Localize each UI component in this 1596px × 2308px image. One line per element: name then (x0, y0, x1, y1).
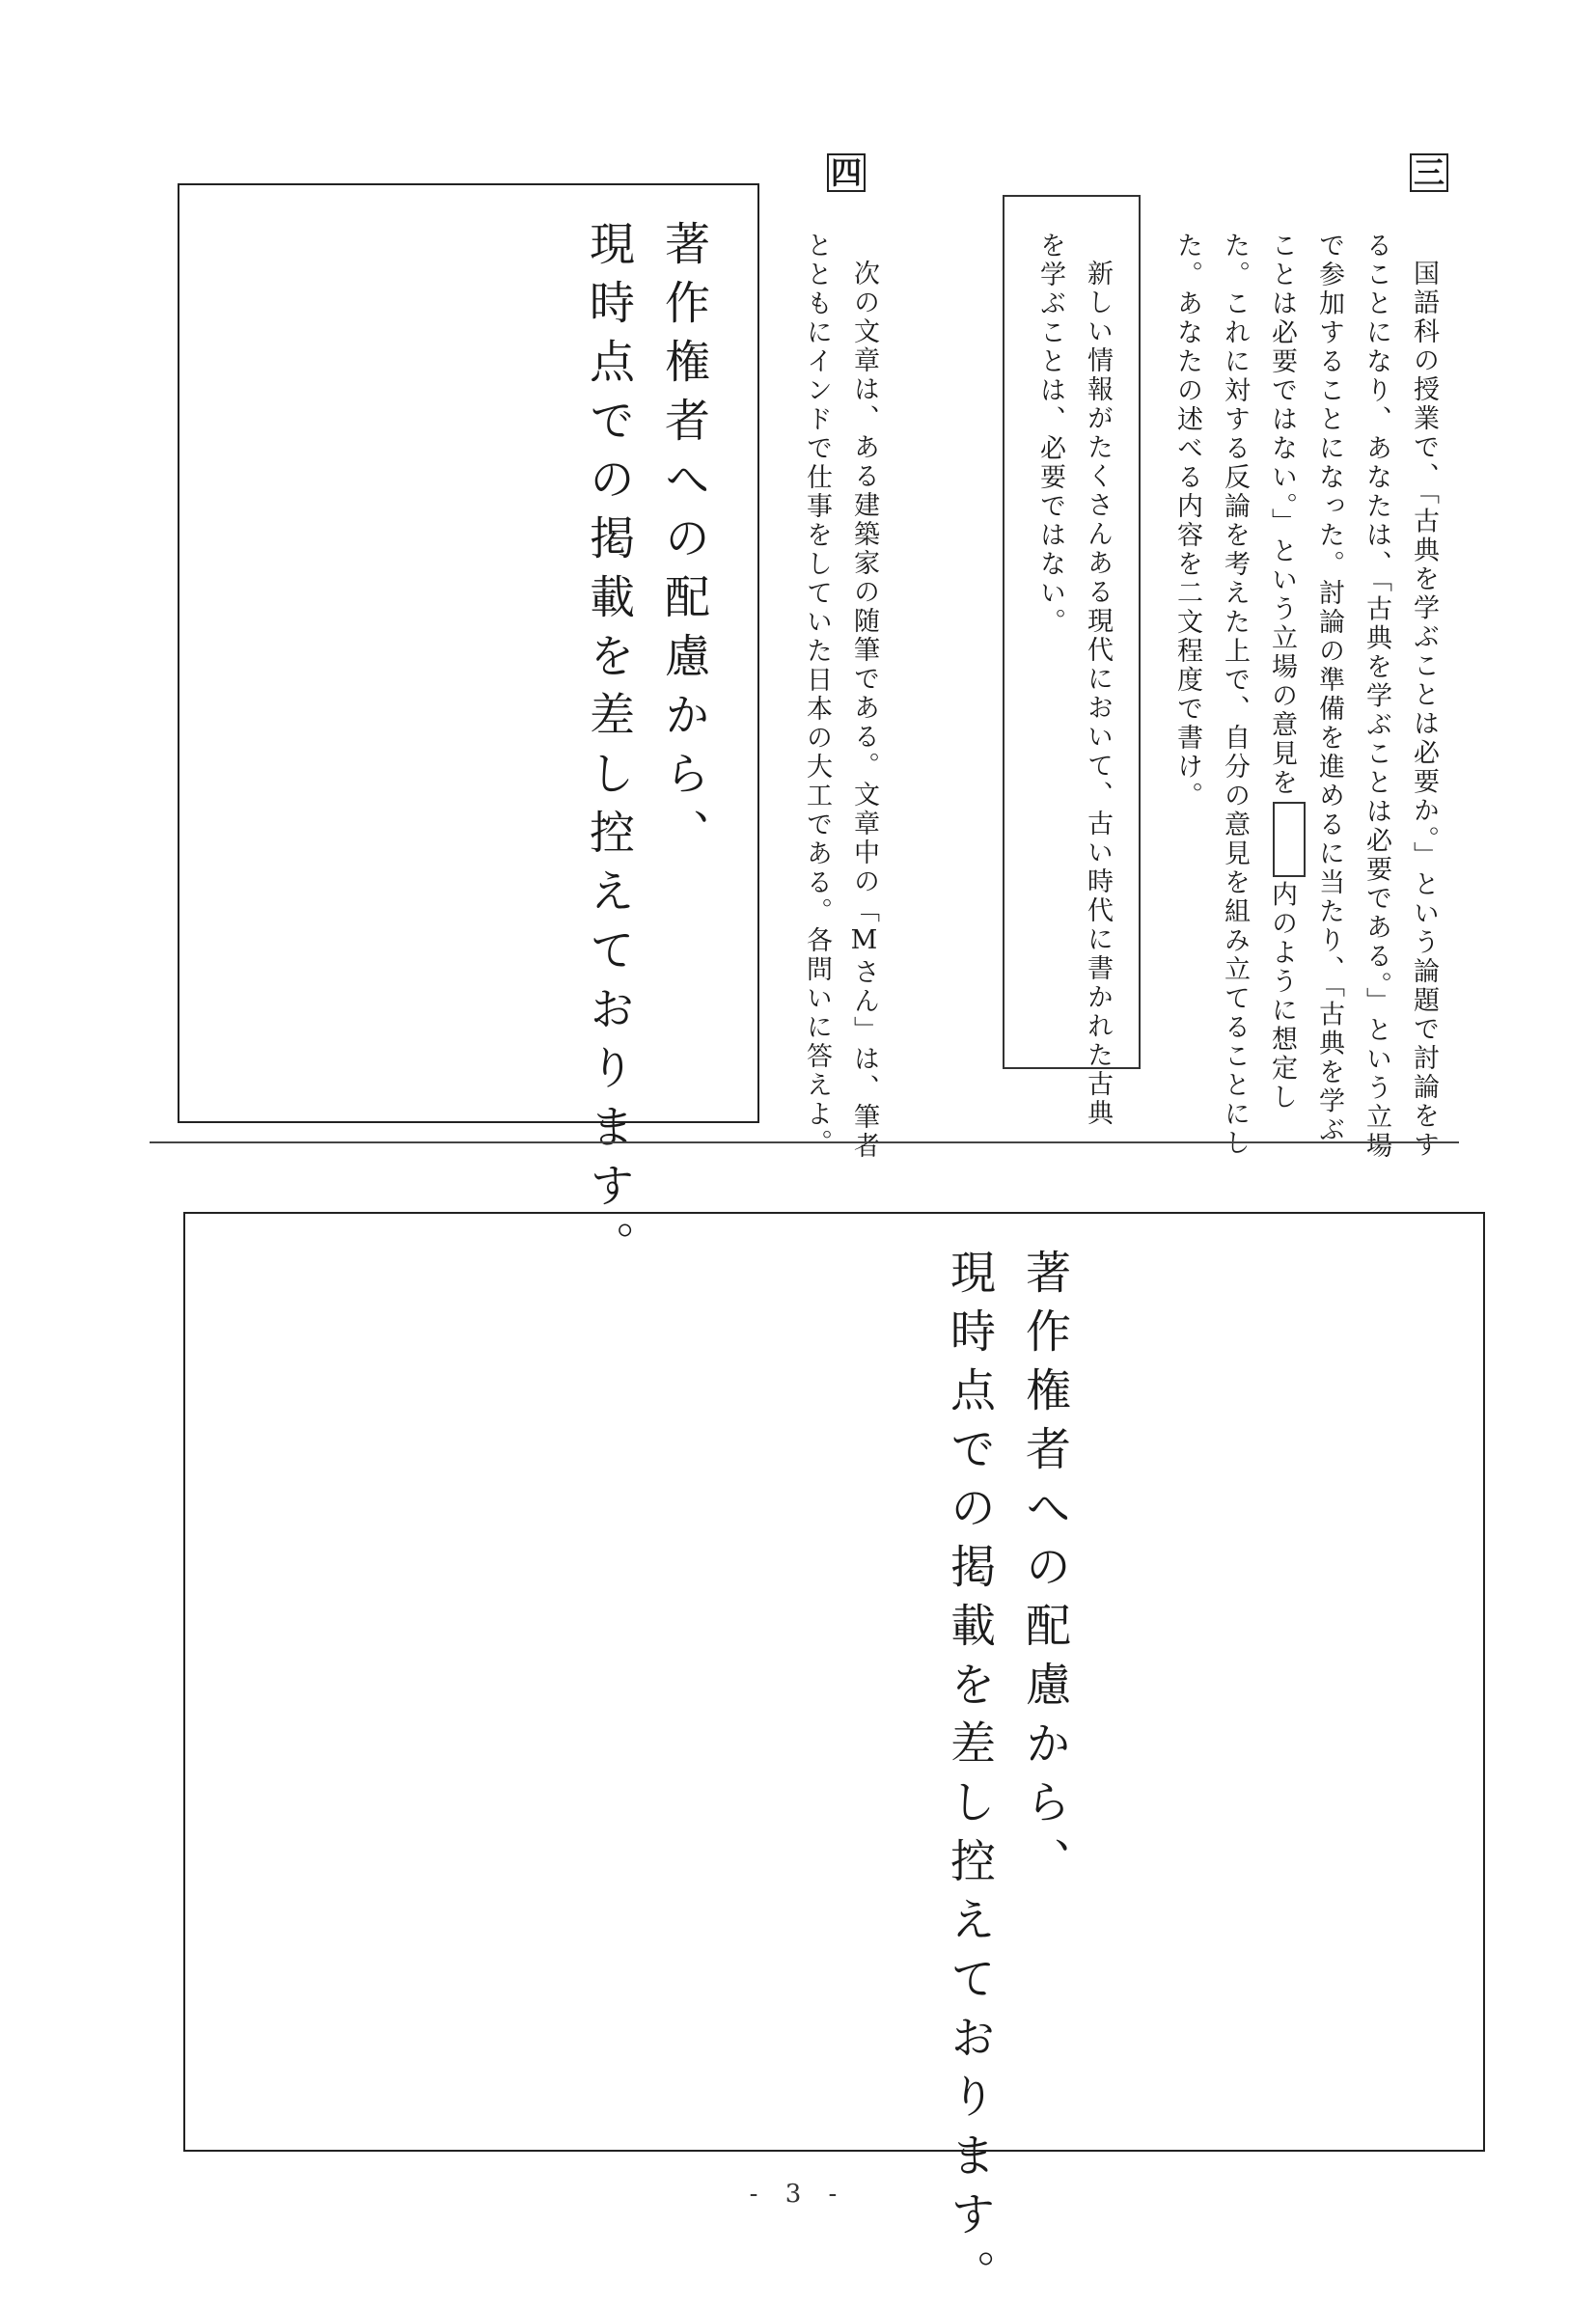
q4-line-2: とともにインドで仕事をしていた日本の大工である。各問いに答えよ。 (802, 232, 832, 1158)
q3-line-2: ることになり、あなたは、「古典を学ぶことは必要である。」という立場 (1362, 232, 1391, 1161)
page-number: - 3 - (749, 2180, 847, 2209)
copyright-notice-box-bottom (183, 1212, 1485, 2308)
section-divider (150, 1141, 1459, 1143)
copyright-notice-box-top (178, 183, 759, 1279)
claim-line-1: 新しい情報がたくさんある現代において、古い時代に書かれた古典 (1083, 260, 1113, 1128)
claim-line-2: を学ぶことは、必要ではない。 (1035, 232, 1065, 637)
q3-line-4-before: ことは必要ではない。」という立場の意見を (1267, 232, 1297, 798)
copyright-line-1: 著作権者への配慮から、 (1018, 1249, 1071, 1896)
copyright-line-2: 現時点での掲載を差し控えております。 (582, 220, 635, 1279)
question-4-text (782, 232, 888, 1161)
blank-box (1273, 802, 1306, 877)
q4-line-1: 次の文章は、ある建築家の随筆である。文章中の「Mさん」は、筆者 (849, 260, 879, 1161)
opposing-claim-box (1003, 195, 1141, 1128)
section-number-3: 三 (1410, 153, 1448, 192)
q3-line-4-after: 内のように想定し (1267, 880, 1297, 1113)
copyright-line-1: 著作権者への配慮から、 (657, 220, 710, 867)
question-3-text (1168, 232, 1447, 1161)
q3-line-1: 国語科の授業で、「古典を学ぶことは必要か。」という論題で討論をす (1409, 260, 1439, 1160)
q3-line-5: た。これに対する反論を考えた上で、自分の意見を組み立てることにし (1220, 232, 1250, 1158)
q3-line-6: た。あなたの述べる内容を二文程度で書け。 (1172, 232, 1202, 811)
q3-line-4 (1258, 232, 1306, 1113)
section-number-4: 四 (827, 153, 866, 192)
copyright-line-2: 現時点での掲載を差し控えております。 (943, 1249, 996, 2308)
q3-line-3: で参加することになった。討論の準備を進めるに当たり、「古典を学ぶ (1314, 232, 1344, 1145)
